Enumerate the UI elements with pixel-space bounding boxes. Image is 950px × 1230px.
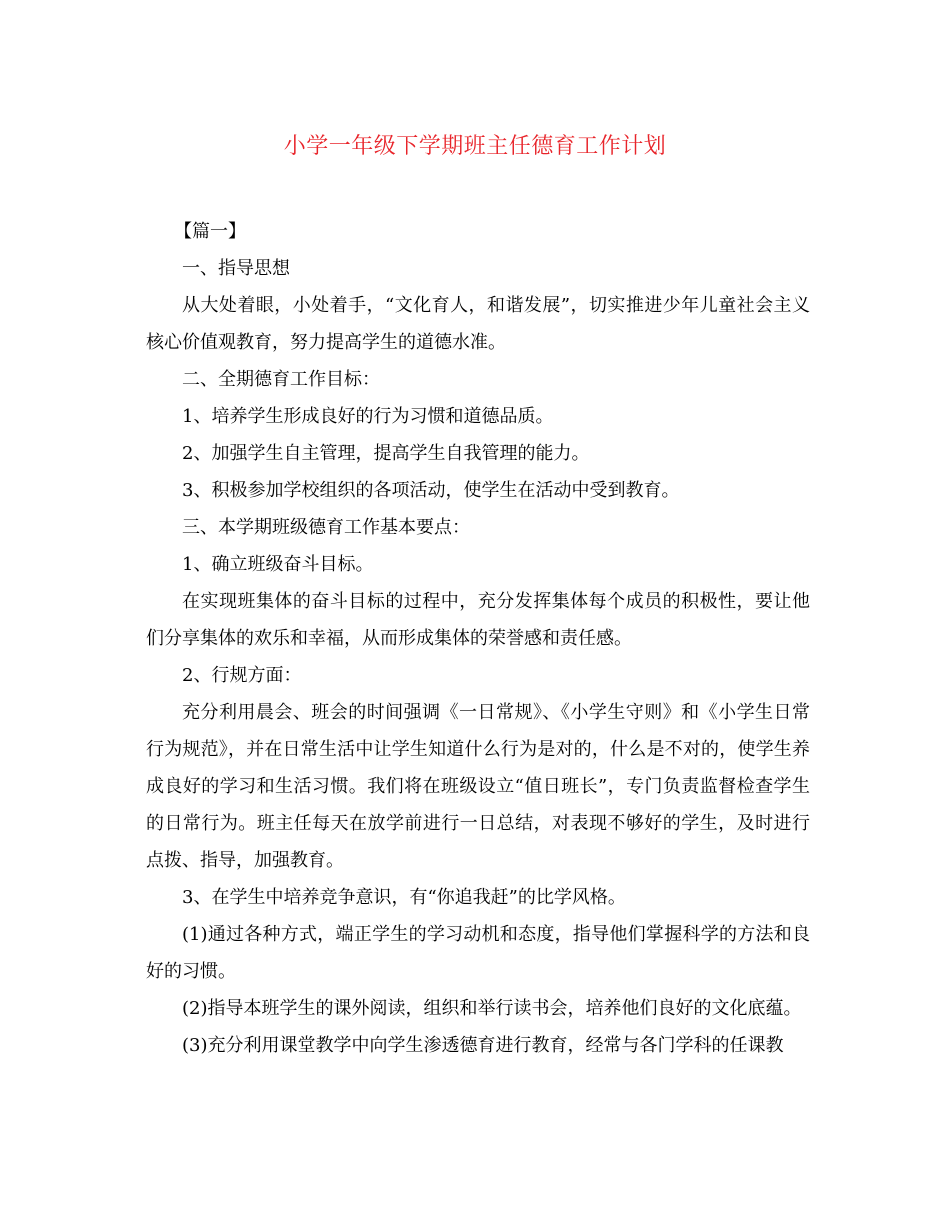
heading-key-points: 三、本学期班级德育工作基本要点： <box>182 517 470 538</box>
sub-item: (1)通过各种方式，端正学生的学习动机和态度，指导他们掌握科学的方法和良好的习惯。 <box>146 924 810 982</box>
heading-goals: 二、全期德育工作目标： <box>182 369 380 390</box>
sub-item: (3)充分利用课堂教学中向学生渗透德育进行教育，经常与各门学科的任课教 <box>182 1035 784 1056</box>
document-title: 小学一年级下学期班主任德育工作计划 <box>283 134 667 159</box>
list-item: 1、确立班级奋斗目标。 <box>182 554 374 575</box>
part-label: 【篇一】 <box>174 221 246 242</box>
list-item: 1、培养学生形成良好的行为习惯和道德品质。 <box>182 406 554 427</box>
paragraph: 在实现班集体的奋斗目标的过程中，充分发挥集体每个成员的积极性，要让他们分享集体的欢乐和幸福，从而形成集体的荣誉感和责任感。 <box>146 591 810 649</box>
list-item: 2、加强学生自主管理，提高学生自我管理的能力。 <box>182 443 590 464</box>
paragraph: 从大处着眼，小处着手，“文化育人，和谐发展”，切实推进少年儿童社会主义核心价值观教育，努力提高学生的道德水准。 <box>146 295 810 353</box>
paragraph: 充分利用晨会、班会的时间强调《一日常规》、《小学生守则》和《小学生日常行为规范》，并在日常生活中让学生知道什么行为是对的，什么是不对的，使学生养成良好的学习和生活习惯。我们将在班级设立“值日班长”，专门负责监督检查学生的日常行为。班主任每天在放学前进行一日总结，对表现不够好的学生，及时进行点拨、指导，加强教育。 <box>146 702 810 871</box>
list-item: 2、行规方面： <box>182 665 302 686</box>
list-item: 3、在学生中培养竞争意识，有“你追我赶”的比学风格。 <box>182 887 626 908</box>
sub-item: (2)指导本班学生的课外阅读，组织和举行读书会，培养他们良好的文化底蕴。 <box>182 998 802 1019</box>
document-body <box>146 213 810 1064</box>
heading-guiding-ideology: 一、指导思想 <box>182 258 290 279</box>
list-item: 3、积极参加学校组织的各项活动，使学生在活动中受到教育。 <box>182 480 680 501</box>
